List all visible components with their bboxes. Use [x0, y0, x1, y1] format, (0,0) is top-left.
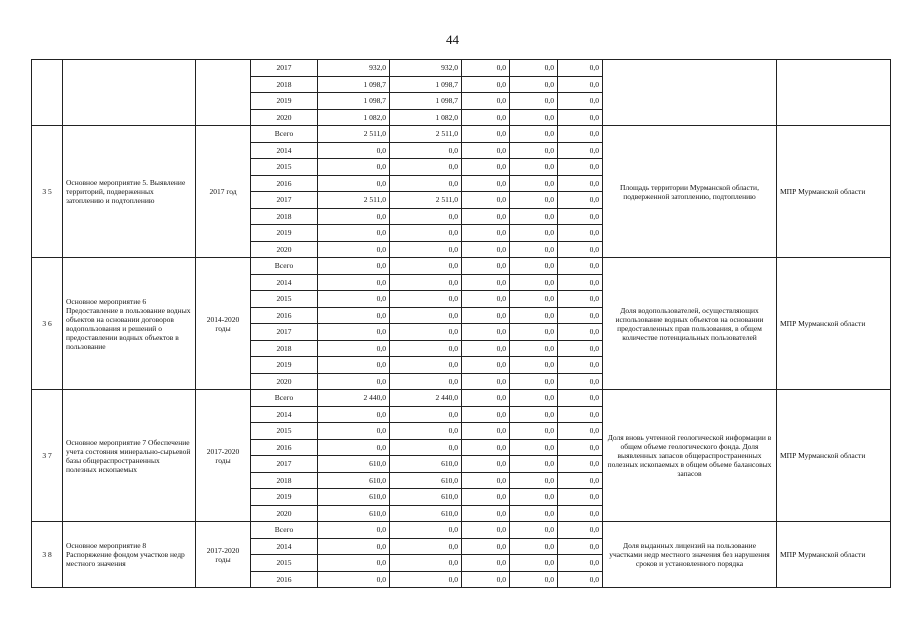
- value-cell: 0,0: [318, 142, 390, 159]
- value-cell: 610,0: [318, 456, 390, 473]
- value-cell: 0,0: [318, 406, 390, 423]
- value-cell: 0,0: [558, 291, 603, 308]
- year-cell: 2020: [251, 241, 318, 258]
- year-cell: 2020: [251, 109, 318, 126]
- value-cell: 0,0: [558, 93, 603, 110]
- year-cell: 2018: [251, 472, 318, 489]
- value-cell: 0,0: [390, 406, 462, 423]
- year-cell: 2014: [251, 142, 318, 159]
- value-cell: 0,0: [390, 324, 462, 341]
- value-cell: 0,0: [558, 505, 603, 522]
- value-cell: 0,0: [510, 225, 558, 242]
- value-cell: 0,0: [390, 258, 462, 275]
- value-cell: 1 082,0: [318, 109, 390, 126]
- year-cell: 2020: [251, 505, 318, 522]
- value-cell: 0,0: [390, 159, 462, 176]
- value-cell: 0,0: [390, 555, 462, 572]
- value-cell: 0,0: [510, 60, 558, 77]
- responsible-cell: [777, 60, 891, 126]
- year-cell: 2018: [251, 208, 318, 225]
- value-cell: 0,0: [510, 390, 558, 407]
- value-cell: 0,0: [558, 76, 603, 93]
- value-cell: 0,0: [462, 109, 510, 126]
- value-cell: 0,0: [462, 505, 510, 522]
- responsible-cell: МПР Мурманской области: [777, 126, 891, 258]
- value-cell: 0,0: [558, 390, 603, 407]
- year-cell: 2019: [251, 93, 318, 110]
- value-cell: 0,0: [462, 522, 510, 539]
- value-cell: 0,0: [558, 439, 603, 456]
- value-cell: 0,0: [510, 324, 558, 341]
- value-cell: 0,0: [462, 472, 510, 489]
- code-cell: 3 8: [32, 522, 63, 588]
- value-cell: 0,0: [318, 373, 390, 390]
- year-cell: 2015: [251, 291, 318, 308]
- value-cell: 2 440,0: [318, 390, 390, 407]
- year-cell: Всего: [251, 258, 318, 275]
- value-cell: 0,0: [462, 192, 510, 209]
- year-cell: 2016: [251, 307, 318, 324]
- value-cell: 0,0: [558, 258, 603, 275]
- value-cell: 0,0: [510, 489, 558, 506]
- value-cell: 2 511,0: [318, 192, 390, 209]
- value-cell: 0,0: [318, 340, 390, 357]
- value-cell: 0,0: [510, 373, 558, 390]
- year-cell: 2018: [251, 76, 318, 93]
- value-cell: 0,0: [318, 159, 390, 176]
- value-cell: 0,0: [510, 142, 558, 159]
- value-cell: 0,0: [558, 208, 603, 225]
- value-cell: 610,0: [390, 505, 462, 522]
- indicator-cell: Площадь территории Мурманской области, подверженной затоплению, подтоплению: [603, 126, 777, 258]
- value-cell: 0,0: [318, 291, 390, 308]
- measure-name-cell: Основное мероприятие 5. Выявление территорий, подверженных затоплению и подтоплению: [63, 126, 196, 258]
- value-cell: 932,0: [390, 60, 462, 77]
- code-cell: 3 7: [32, 390, 63, 522]
- value-cell: 0,0: [510, 159, 558, 176]
- value-cell: 0,0: [462, 307, 510, 324]
- value-cell: 1 098,7: [390, 76, 462, 93]
- table-row: [32, 60, 891, 77]
- value-cell: 0,0: [462, 571, 510, 588]
- value-cell: 0,0: [462, 175, 510, 192]
- value-cell: 0,0: [510, 522, 558, 539]
- indicator-cell: Доля выданных лицензий на пользование участками недр местного значения без нарушения сроков и установленного порядка: [603, 522, 777, 588]
- value-cell: 932,0: [318, 60, 390, 77]
- value-cell: 0,0: [558, 571, 603, 588]
- value-cell: 0,0: [462, 126, 510, 143]
- year-cell: Всего: [251, 390, 318, 407]
- page-number: 44: [446, 32, 459, 47]
- value-cell: 0,0: [462, 225, 510, 242]
- year-cell: 2019: [251, 357, 318, 374]
- value-cell: 1 098,7: [318, 93, 390, 110]
- responsible-cell: МПР Мурманской области: [777, 390, 891, 522]
- value-cell: 0,0: [318, 538, 390, 555]
- year-cell: 2015: [251, 555, 318, 572]
- value-cell: 0,0: [558, 373, 603, 390]
- year-cell: 2014: [251, 538, 318, 555]
- value-cell: 0,0: [558, 555, 603, 572]
- value-cell: 0,0: [318, 357, 390, 374]
- value-cell: 0,0: [390, 373, 462, 390]
- period-cell: 2014-2020 годы: [196, 258, 251, 390]
- value-cell: 0,0: [462, 324, 510, 341]
- code-cell: [32, 60, 63, 126]
- value-cell: 0,0: [510, 357, 558, 374]
- value-cell: 0,0: [318, 274, 390, 291]
- value-cell: 0,0: [558, 126, 603, 143]
- value-cell: 0,0: [462, 423, 510, 440]
- value-cell: 610,0: [390, 489, 462, 506]
- indicator-cell: Доля вновь учтенной геологической информации в общем объеме геологического фонда. Доля выявленных запасов общераспространенных полезных ископаемых в общем объеме балансовых запасов: [603, 390, 777, 522]
- year-cell: 2018: [251, 340, 318, 357]
- value-cell: 0,0: [510, 340, 558, 357]
- year-cell: 2015: [251, 159, 318, 176]
- value-cell: 0,0: [390, 307, 462, 324]
- value-cell: 0,0: [558, 522, 603, 539]
- value-cell: 0,0: [462, 439, 510, 456]
- year-cell: 2014: [251, 274, 318, 291]
- value-cell: 0,0: [558, 489, 603, 506]
- value-cell: 0,0: [558, 357, 603, 374]
- value-cell: 0,0: [462, 142, 510, 159]
- year-cell: Всего: [251, 126, 318, 143]
- value-cell: 0,0: [462, 538, 510, 555]
- value-cell: 0,0: [318, 225, 390, 242]
- value-cell: 0,0: [390, 357, 462, 374]
- value-cell: 610,0: [318, 489, 390, 506]
- value-cell: 0,0: [462, 489, 510, 506]
- value-cell: 0,0: [462, 76, 510, 93]
- value-cell: 0,0: [558, 225, 603, 242]
- value-cell: 2 511,0: [390, 192, 462, 209]
- value-cell: 0,0: [510, 274, 558, 291]
- code-cell: 3 5: [32, 126, 63, 258]
- value-cell: 0,0: [462, 340, 510, 357]
- value-cell: 0,0: [462, 406, 510, 423]
- value-cell: 0,0: [390, 538, 462, 555]
- measure-name-cell: Основное мероприятие 8 Распоряжение фондом участков недр местного значения: [63, 522, 196, 588]
- year-cell: 2017: [251, 60, 318, 77]
- value-cell: 0,0: [558, 192, 603, 209]
- value-cell: 610,0: [390, 472, 462, 489]
- value-cell: 0,0: [558, 241, 603, 258]
- value-cell: 0,0: [390, 208, 462, 225]
- value-cell: 0,0: [510, 192, 558, 209]
- value-cell: 0,0: [318, 439, 390, 456]
- value-cell: 0,0: [558, 423, 603, 440]
- responsible-cell: МПР Мурманской области: [777, 522, 891, 588]
- year-cell: 2016: [251, 439, 318, 456]
- value-cell: 0,0: [318, 555, 390, 572]
- table-row: [32, 258, 891, 275]
- value-cell: 0,0: [390, 522, 462, 539]
- value-cell: 0,0: [558, 406, 603, 423]
- value-cell: 0,0: [462, 456, 510, 473]
- value-cell: 0,0: [318, 522, 390, 539]
- value-cell: 0,0: [462, 60, 510, 77]
- value-cell: 0,0: [318, 324, 390, 341]
- value-cell: 0,0: [510, 291, 558, 308]
- value-cell: 0,0: [510, 175, 558, 192]
- value-cell: 0,0: [510, 406, 558, 423]
- value-cell: 0,0: [462, 291, 510, 308]
- value-cell: 0,0: [318, 307, 390, 324]
- name-cell: [63, 60, 196, 126]
- table-row: [32, 522, 891, 539]
- year-cell: Всего: [251, 522, 318, 539]
- value-cell: 0,0: [558, 274, 603, 291]
- period-cell: 2017-2020 годы: [196, 390, 251, 522]
- value-cell: 0,0: [510, 472, 558, 489]
- table-row: [32, 126, 891, 143]
- value-cell: 0,0: [390, 142, 462, 159]
- value-cell: 2 511,0: [390, 126, 462, 143]
- value-cell: 0,0: [462, 159, 510, 176]
- value-cell: 0,0: [462, 390, 510, 407]
- value-cell: 0,0: [318, 423, 390, 440]
- value-cell: 2 440,0: [390, 390, 462, 407]
- value-cell: 2 511,0: [318, 126, 390, 143]
- value-cell: 0,0: [510, 439, 558, 456]
- year-cell: 2019: [251, 489, 318, 506]
- value-cell: 0,0: [318, 258, 390, 275]
- value-cell: 0,0: [558, 538, 603, 555]
- year-cell: 2016: [251, 175, 318, 192]
- value-cell: 0,0: [558, 456, 603, 473]
- value-cell: 0,0: [390, 291, 462, 308]
- value-cell: 0,0: [462, 241, 510, 258]
- year-cell: 2016: [251, 571, 318, 588]
- period-cell: 2017-2020 годы: [196, 522, 251, 588]
- year-cell: 2017: [251, 324, 318, 341]
- indicator-cell: Доля водопользователей, осуществляющих использование водных объектов на основании предоставленных прав пользования, в общем количестве потенциальных пользователей: [603, 258, 777, 390]
- value-cell: 0,0: [462, 373, 510, 390]
- value-cell: 0,0: [510, 76, 558, 93]
- measure-name-cell: Основное мероприятие 7 Обеспечение учета состояния минерально-сырьевой базы общераспространенных полезных ископаемых: [63, 390, 196, 522]
- value-cell: 0,0: [510, 93, 558, 110]
- value-cell: 0,0: [510, 505, 558, 522]
- period-cell: [196, 60, 251, 126]
- year-cell: 2019: [251, 225, 318, 242]
- value-cell: 0,0: [462, 555, 510, 572]
- value-cell: 0,0: [558, 307, 603, 324]
- value-cell: 0,0: [318, 208, 390, 225]
- value-cell: 0,0: [558, 324, 603, 341]
- year-cell: 2020: [251, 373, 318, 390]
- value-cell: 0,0: [510, 241, 558, 258]
- value-cell: 0,0: [510, 538, 558, 555]
- value-cell: 1 098,7: [318, 76, 390, 93]
- code-cell: 3 6: [32, 258, 63, 390]
- value-cell: 0,0: [510, 258, 558, 275]
- value-cell: 0,0: [318, 241, 390, 258]
- year-cell: 2015: [251, 423, 318, 440]
- value-cell: 0,0: [558, 175, 603, 192]
- program-table: [31, 59, 891, 588]
- value-cell: 0,0: [390, 439, 462, 456]
- measure-name-cell: Основное мероприятие 6 Предоставление в пользование водных объектов на основании договоров водопользования и решений о предоставлении водных объектов в пользование: [63, 258, 196, 390]
- value-cell: 0,0: [390, 241, 462, 258]
- value-cell: 0,0: [462, 208, 510, 225]
- value-cell: 0,0: [390, 225, 462, 242]
- value-cell: 0,0: [510, 126, 558, 143]
- value-cell: 0,0: [390, 571, 462, 588]
- value-cell: 0,0: [558, 159, 603, 176]
- value-cell: 0,0: [558, 142, 603, 159]
- table-row: [32, 390, 891, 407]
- value-cell: 0,0: [558, 472, 603, 489]
- value-cell: 0,0: [510, 208, 558, 225]
- value-cell: 0,0: [390, 423, 462, 440]
- value-cell: 610,0: [318, 505, 390, 522]
- value-cell: 0,0: [510, 307, 558, 324]
- value-cell: 0,0: [558, 340, 603, 357]
- year-cell: 2017: [251, 192, 318, 209]
- value-cell: 0,0: [462, 93, 510, 110]
- value-cell: 0,0: [510, 423, 558, 440]
- value-cell: 0,0: [510, 555, 558, 572]
- value-cell: 0,0: [390, 340, 462, 357]
- value-cell: 610,0: [318, 472, 390, 489]
- value-cell: 0,0: [510, 571, 558, 588]
- value-cell: 0,0: [390, 274, 462, 291]
- value-cell: 0,0: [510, 456, 558, 473]
- value-cell: 0,0: [462, 274, 510, 291]
- year-cell: 2017: [251, 456, 318, 473]
- value-cell: 1 082,0: [390, 109, 462, 126]
- value-cell: 0,0: [318, 571, 390, 588]
- value-cell: 0,0: [510, 109, 558, 126]
- period-cell: 2017 год: [196, 126, 251, 258]
- value-cell: 0,0: [390, 175, 462, 192]
- value-cell: 610,0: [390, 456, 462, 473]
- year-cell: 2014: [251, 406, 318, 423]
- value-cell: 0,0: [318, 175, 390, 192]
- responsible-cell: МПР Мурманской области: [777, 258, 891, 390]
- value-cell: 0,0: [462, 357, 510, 374]
- value-cell: 0,0: [558, 109, 603, 126]
- value-cell: 0,0: [462, 258, 510, 275]
- value-cell: 1 098,7: [390, 93, 462, 110]
- indicator-cell: [603, 60, 777, 126]
- value-cell: 0,0: [558, 60, 603, 77]
